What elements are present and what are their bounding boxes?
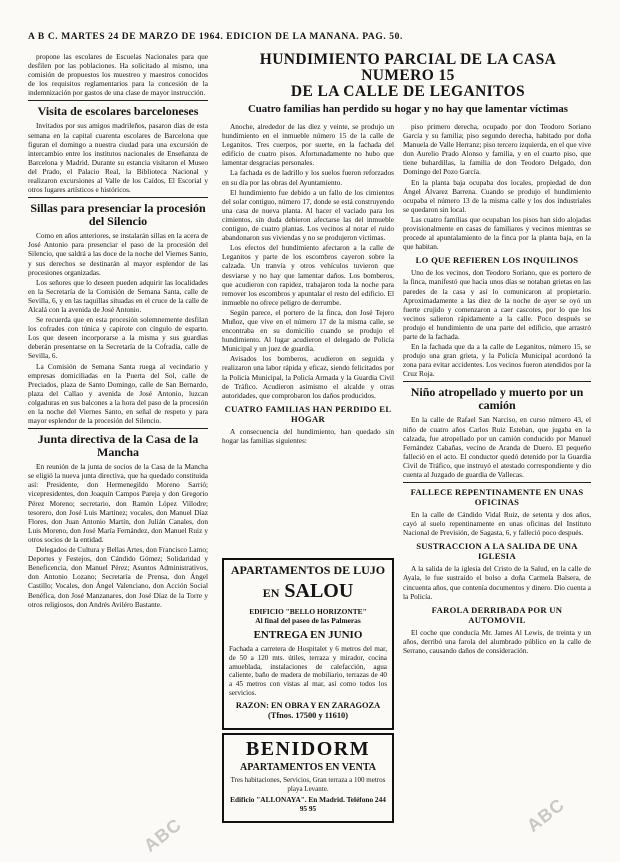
ad-delivery: ENTREGA EN JUNIO bbox=[253, 629, 363, 641]
divider bbox=[403, 381, 591, 382]
article-heading-visita: Visita de escolares barceloneses bbox=[37, 104, 199, 119]
article-paragraph: Invitados por sus amigos madrileños, pasaron días de esta semana en la capital cuarenta escolares de Barcelona que figuran el domingo a nuestra ciudad para una excursión de intercambio entre los institutos nacionales de Enseñanza de Barcelona y Madrid. Durante su estancia visitaron el Museo del Prado, el Palacio Real, la Biblioteca Nacional y realizaron excursiones al Valle de los Caídos, El Escorial y otros lugares artísticos e históricos. bbox=[28, 121, 208, 195]
subheading-familias: CUATRO FAMILIAS HAN PERDIDO EL HOGAR bbox=[224, 403, 392, 424]
advertisement-salou bbox=[222, 558, 394, 730]
article-paragraph: En la calle de Rafael San Narciso, en curso número 43, el niño de cuatro años Carlos Ruiz Esteban, que jugaba en la calzada, fue atropellado por un camión conducido por Manuel Fernández Cabañas, vecino de Aranda de Duero. El pequeño falleció en el acto. El conductor quedó detenido por la Guardia Civil de Tráfico, que instruyó el atestado correspondiente y dio cuenta al Juzgado de guardia de Vallecas. bbox=[403, 415, 591, 479]
article-paragraph: La fachada es de ladrillo y los suelos fueron reforzados en su día por las obras del Ayuntamiento. bbox=[222, 168, 394, 187]
ad-contact: RAZON: EN OBRA Y EN ZARAGOZA (Tfnos. 17500 y 11610) bbox=[235, 700, 381, 720]
headline-subtitle: Cuatro familias han perdido su hogar y no hay que lamentar víctimas bbox=[247, 103, 569, 115]
article-heading-sillas: Sillas para presenciar la procesión del Silencio bbox=[30, 201, 206, 229]
article-paragraph: Las cuatro familias que ocupaban los pisos han sido alojadas provisionalmente en casas de familiares y vecinos mientras se procede al apuntalamiento de la finca por la planta baja, en la que habitan. bbox=[403, 214, 591, 252]
article-paragraph: Delegados de Cultura y Bellas Artes, don Francisco Lamo; Deportes y Festejos, don Cándido Gómez; Solidaridad y Beneficencia, don Manuel Pérez; Asuntos Administrativos, don Antonio Lozano; Secretaría de Prensa, don Ángel Castillo; Vocales, don Ángel Valenciano, don Acción Social Benéfica, don José Manzanares, don José Díaz de la Torre y otros religiosos, don Andrés Aviléro Bastante. bbox=[28, 545, 208, 609]
article-paragraph: En reunión de la junta de socios de la Casa de la Mancha se eligió la nueva junta directiva, que ha quedado constituida así: Presidente, don Hermenegildo Moreno Sarrió; vicepresidentes, don Joaquín Campos Pareja y don Gregorio Pérez Moreno; secretario, don Ramón López Villodre; tesorero, don José Luis Martínez; vocales, don Manuel Díaz Flores, don Juan Antonio Martín, don Julián Canales, don Luis Moreno, don José María Fernández, don Manuel Ruiz y otros socios de la entidad. bbox=[28, 462, 208, 544]
article-paragraph: A la salida de la iglesia del Cristo de la Salud, en la calle de Ayala, le fue sustraído el bolso a doña Carmela Balsera, de cincuenta años, que contenía documentos y dinero. Dio cuenta a la Policía. bbox=[403, 564, 591, 601]
ad-description: Fachada a carretera de Hospitalet y 6 metros del mar, de 50 a 120 mts. útiles, terraza y mirador, cocina amueblada, instalaciones de calefacción, agua caliente, baño de madera de mobiliario, terrazas de 40 a 45 metros con vistas al mar, así como todos los servicios. bbox=[229, 645, 387, 697]
ad-title: BENIDORM bbox=[245, 738, 371, 760]
divider bbox=[28, 428, 208, 429]
abc-watermark: ABC bbox=[522, 794, 569, 836]
headline-line-1: HUNDIMIENTO PARCIAL DE LA CASA NUMERO 15 bbox=[259, 51, 557, 84]
lead-paragraph: propone las escolares de Escuelas Nacionales para que desfilen por las poblaciones. Ha solicitado al mismo, una comisión de propuestos los muestreo y maestros conocidos de los requisitos reglamentarios para la concesión de la indemnización por gastos de una clase de mayor instrucción. bbox=[28, 52, 208, 98]
subheading-sustraccion: SUSTRACCION A LA SALIDA DE UNA IGLESIA bbox=[416, 541, 578, 562]
ad-subtitle: APARTAMENTOS EN VENTA bbox=[240, 762, 376, 773]
article-paragraph: Se recuerda que en esta procesión solemnemente desfilan los cofrades con túnica y capirote con cíngulo de esparto. Los que deseen incorporarse a la misma y sus guardias deberán presentarse en la Secretaría de la Cofradía, calle de Sevilla, 6. bbox=[28, 315, 208, 361]
divider bbox=[403, 482, 591, 483]
divider bbox=[28, 100, 208, 101]
article-paragraph: Los efectos del hundimiento afectaron a la calle de Leganitos y parte de los escombros cayeron sobre la calzada. Un tranvía y otros vehículos tuvieron que desviarse y no hay que lamentar daños. Los bomberos, que acudieron con rapidez, trabajaron toda la noche para remover los escombros y apuntalar el resto del edificio. El inmueble no ofrece peligro de derrumbe. bbox=[222, 243, 394, 307]
advertisement-benidorm bbox=[222, 733, 394, 823]
ad-place bbox=[229, 579, 387, 605]
ad-contact: Edificio "ALLONAYA". En Madrid. Teléfono 244 95 95 bbox=[230, 795, 386, 813]
article-paragraph: En la planta baja ocupaba dos locales, propiedad de don Ángel Álvarez Barrena. Cuando se produjo el hundimiento ocupaba el número 13 de la misma calle y los dos industriales se quedaron sin local. bbox=[403, 177, 591, 214]
article-paragraph: El coche que conducía Mr. James Al Lewis, de treinta y un años, derribó una farola del alumbrado público en la calle de Serrano, causando daños de consideración. bbox=[403, 627, 591, 655]
ad-en: EN bbox=[262, 586, 280, 600]
middle-column bbox=[222, 122, 394, 557]
article-paragraph: La Comisión de Semana Santa ruega al vecindario y empresas domiciliadas en la Puerta del Sol, calle de Preciados, plaza de Santo Domingo, calle de San Bernardo, plaza del Callao y avenida de José Antonio, luzcan colgaduras en sus balcones a la hora del paso de la procesión en la noche del Viernes Santo, en señal de respeto y para mayor esplendor de la procesión del Silencio. bbox=[28, 361, 208, 426]
ad-location: Al final del paseo de las Palmeras bbox=[255, 616, 361, 625]
left-column bbox=[28, 52, 208, 857]
article-paragraph: En la calle de Cándido Vidal Ruiz, de setenta y dos años, cayó al suelo repentinamente en unas oficinas del Instituto Nacional de Previsión, de Sagasta, 6, y falleció poco después. bbox=[403, 510, 591, 538]
headline-line-2: DE LA CALLE DE LEGANITOS bbox=[290, 83, 526, 100]
article-paragraph: Según parece, el portero de la finca, don José Tejero Muñoz, que vive en el número 17 de la misma calle, se encontraba en su domicilio cuando se produjo el hundimiento. Al lugar acudieron el delegado de Policía Municipal y un juez de guardia. bbox=[222, 307, 394, 354]
ad-building: EDIFICIO "BELLO HORIZONTE" bbox=[249, 607, 367, 616]
article-paragraph: Los señores que lo deseen pueden adquirir las localidades en la Secretaría de la Comisión de Semana Santa, calle de Sevilla, 6, y en las taquillas situadas en el cruce de la calle de Alcalá con la avenida de José Antonio. bbox=[28, 277, 208, 314]
main-headline bbox=[222, 52, 594, 124]
article-paragraph: Anoche, alrededor de las diez y veinte, se produjo un hundimiento en el inmueble número 15 de la calle de Leganitos. Tres cuerpos, por suerte, en la fachada del edificio de cuatro pisos. Afortunadamente no hubo que lamentar desgracias personales. bbox=[222, 122, 394, 168]
article-paragraph: Avisados los bomberos, acudieron en seguida y realizaron una labor rápida y eficaz, siendo felicitados por la Policía Municipal, la Policía Armada y la Guardia Civil de Tráfico. Acudieron asimismo el alcalde y otras autoridades, que comprobaron los daños producidos. bbox=[222, 354, 394, 400]
subheading-fallece: FALLECE REPENTINAMENTE EN UNAS OFICINAS bbox=[410, 487, 584, 508]
article-heading-mancha: Junta directiva de la Casa de la Mancha bbox=[37, 432, 199, 460]
article-paragraph: Uno de los vecinos, don Teodoro Soriano, que es portero de la finca, manifestó que hacía unos días se notaban grietas en las paredes de la casa y así lo comunicaron al propietario. Aproximadamente a las diez de la noche de ayer se oyó un fuerte crujido y comenzaron a caer cascotes, por lo que los vecinos salieron rápidamente a la calle. Poco después se produjo el hundimiento de una parte del edificio, que arrastró parte de la fachada. bbox=[403, 268, 591, 341]
page-header: A B C. MARTES 24 DE MARZO DE 1964. EDICION DE LA MAÑANA. PAG. 50. bbox=[28, 32, 403, 42]
article-heading-nino: Niño atropellado y muerto por un camión bbox=[410, 385, 584, 413]
divider bbox=[28, 197, 208, 198]
article-paragraph: piso primero derecha, ocupado por don Teodoro Soriano García y su familia; piso segundo derecha, habitado por doña Manuela de Valle Herranz; piso tercero izquierda, en el que vive don Aurelio Prado Alonso y familia, y en el cuarto piso, que tiene buhardillas, la familia de don Teodoro Delgado, don Domingo del Pozo García. bbox=[403, 122, 591, 177]
article-paragraph: A consecuencia del hundimiento, han quedado sin hogar las familias siguientes: bbox=[222, 426, 394, 445]
article-paragraph: En la fachada que da a la calle de Leganitos, número 15, se produjo una gran grieta, y la Policía Municipal acordonó la zona para evitar accidentes. Los vecinos fueron atendidos por la Cruz Roja. bbox=[403, 342, 591, 379]
ad-title: APARTAMENTOS DE LUJO bbox=[230, 563, 386, 577]
subheading-farola: FAROLA DERRIBADA POR UN AUTOMOVIL bbox=[431, 604, 563, 625]
subheading-inquilinos: LO QUE REFIEREN LOS INQUILINOS bbox=[415, 255, 579, 266]
article-paragraph: El hundimiento fue debido a un fallo de los cimientos del solar contiguo, número 17, donde se está construyendo una casa de nueva planta. Al hacer el vaciado para los cimientos, sin duda debieron afectarse las del inmueble contiguo, de cuatro plantas. Los vecinos al notar el ruido abandonaron sus viviendas y no se produjeron víctimas. bbox=[222, 187, 394, 243]
right-column bbox=[403, 122, 591, 857]
ad-description: Tres habitaciones, Servicios, Gran terraza a 100 metros playa Levante. bbox=[230, 776, 386, 793]
abc-watermark: ABC bbox=[139, 814, 186, 856]
article-paragraph: Como en años anteriores, se instalarán sillas en la acera de José Antonio para presenciar el paso de la procesión del Silencio, que saldrá a las doce de la noche del Viernes Santo, y sus derechos se destinarán al mayor esplendor de las procesiones organizadas. bbox=[28, 231, 208, 277]
ad-place-name: SALOU bbox=[284, 580, 354, 602]
